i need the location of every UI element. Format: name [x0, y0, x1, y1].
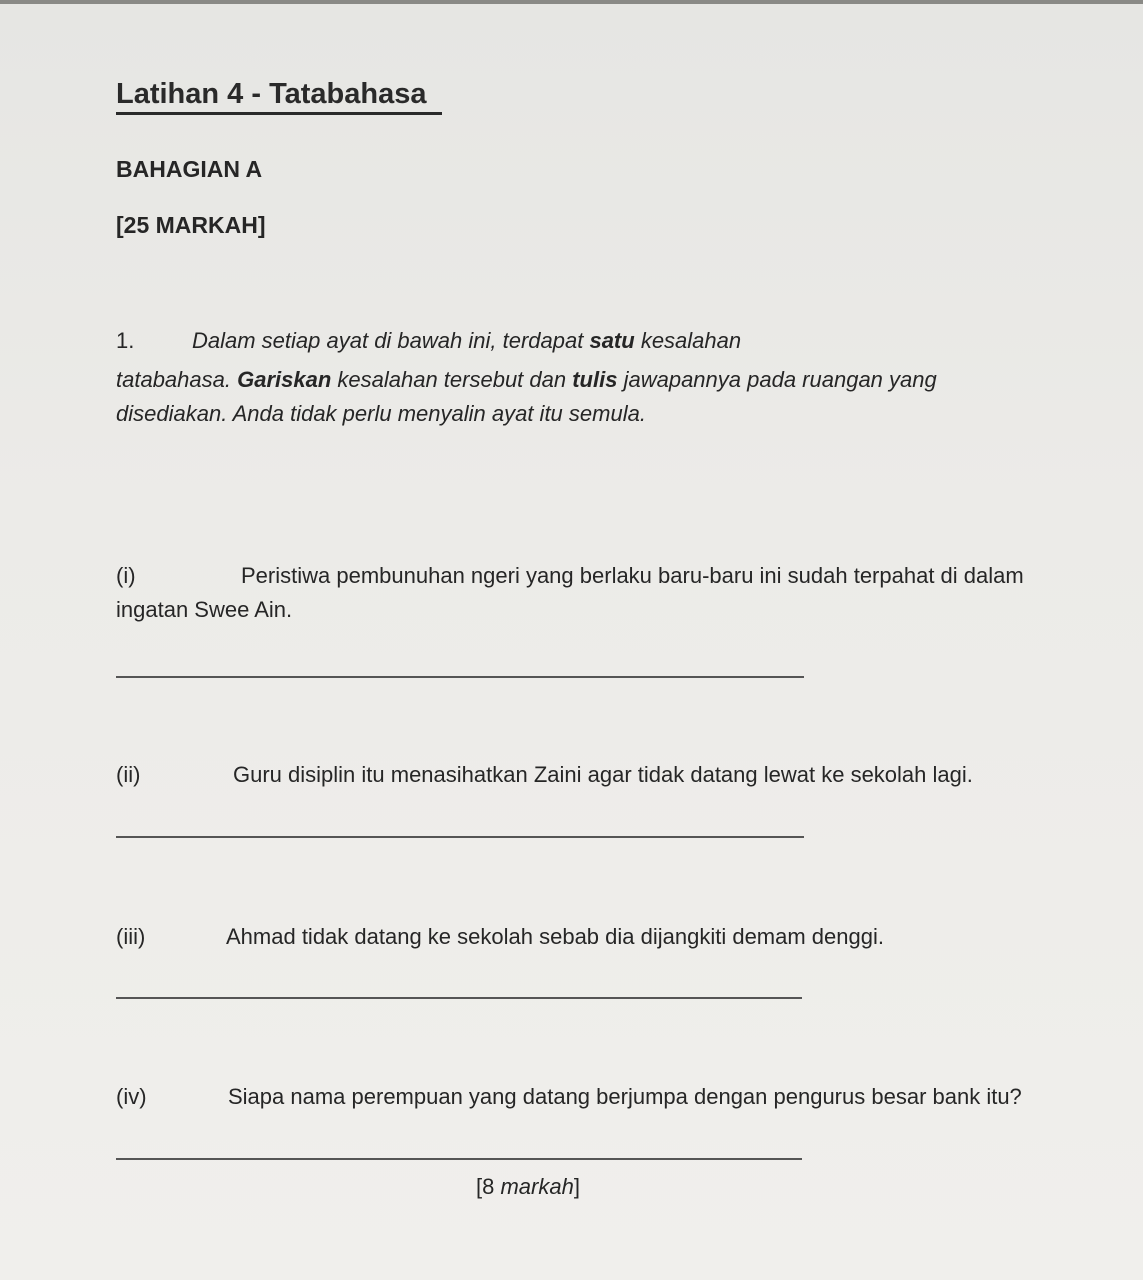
question-label: (ii): [116, 762, 141, 787]
answer-line[interactable]: [116, 1158, 802, 1160]
title-underline: [116, 112, 442, 115]
question-label: (iii): [116, 924, 146, 949]
question-text: Siapa nama perempuan yang datang berjumpa dengan pengurus besar bank itu?: [228, 1084, 1022, 1109]
question-text: Peristiwa pembunuhan ngeri yang berlaku baru-baru ini sudah terpahat di dalam: [241, 563, 1024, 588]
top-edge: [0, 0, 1143, 4]
section-marks: [25 MARKAH]: [116, 212, 266, 238]
question-text-continued: ingatan Swee Ain.: [116, 597, 293, 622]
page-title: Latihan 4 - Tatabahasa: [116, 78, 427, 110]
answer-line[interactable]: [116, 997, 802, 999]
instruction-line-2: tatabahasa. Gariskan kesalahan tersebut dan tulis jawapannya pada ruangan yang: [116, 367, 937, 392]
question-text: Ahmad tidak datang ke sekolah sebab dia dijangkiti demam denggi.: [226, 924, 884, 949]
question-label: (i): [116, 563, 136, 588]
question-text: Guru disiplin itu menasihatkan Zaini agar tidak datang lewat ke sekolah lagi.: [233, 762, 973, 787]
answer-line[interactable]: [116, 836, 804, 838]
question-label: (iv): [116, 1084, 147, 1109]
instruction-line-1: Dalam setiap ayat di bawah ini, terdapat satu kesalahan: [192, 328, 742, 353]
section-heading: BAHAGIAN A: [116, 156, 263, 182]
instruction-line-3: disediakan. Anda tidak perlu menyalin ayat itu semula.: [116, 401, 646, 426]
answer-line[interactable]: [116, 676, 804, 678]
instruction-number: 1.: [116, 328, 135, 353]
total-marks: [8 markah]: [476, 1174, 580, 1199]
